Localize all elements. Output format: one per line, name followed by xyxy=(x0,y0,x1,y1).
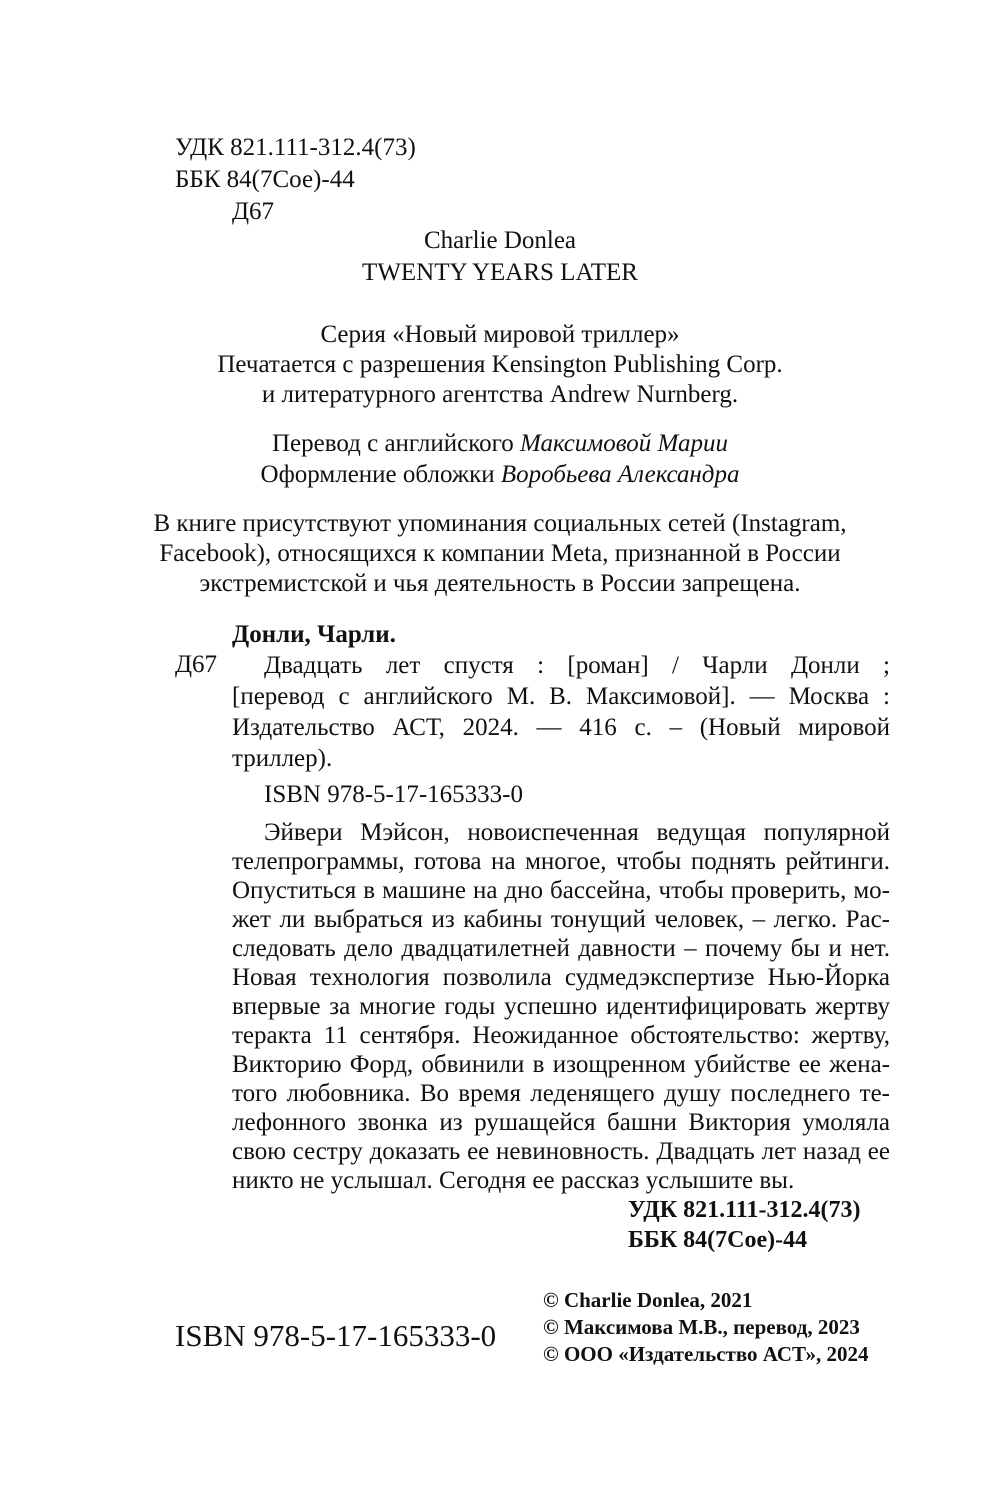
annotation-line: жет ли выбраться из кабины тонущий человек, – легко. Рас- xyxy=(232,906,890,933)
bibliographic-line-4: триллер). xyxy=(232,745,333,772)
bibliographic-mark: Д67 xyxy=(175,651,218,678)
annotation-line: того любовника. Во время леденящего душу последнего те- xyxy=(232,1080,890,1107)
translation-credit xyxy=(0,429,1000,459)
series-line: Серия «Новый мировой триллер» xyxy=(320,321,680,348)
annotation-line: следовать дело двадцатилетней давности – почему бы и нет. xyxy=(232,935,890,962)
author-mark: Д67 xyxy=(232,198,275,225)
original-author: Charlie Donlea xyxy=(423,227,577,254)
bottom-bbk-code: ББК 84(7Сое)-44 xyxy=(628,1227,808,1253)
copyright-line-1: © Charlie Donlea, 2021 xyxy=(543,1288,753,1312)
notice-line-3: экстремистской и чья деятельность в России запрещена. xyxy=(199,570,801,597)
annotation-line: телепрограммы, готова на многое, чтобы поднять рейтинги. xyxy=(232,848,890,875)
copyright-line-3: © ООО «Издательство АСТ», 2024 xyxy=(543,1342,869,1366)
annotation-line: Викторию Форд, обвинили в изощренном убийстве ее жена- xyxy=(232,1051,890,1078)
permission-line-2: и литературного агентства Andrew Nurnberg. xyxy=(261,381,739,408)
footer-isbn: ISBN 978-5-17-165333-0 xyxy=(175,1318,497,1353)
copyright-line-2: © Максимова М.В., перевод, 2023 xyxy=(543,1315,860,1339)
bibliographic-heading: Донли, Чарли. xyxy=(232,621,396,648)
bottom-udk-code: УДК 821.111-312.4(73) xyxy=(628,1197,861,1223)
translator-name: Максимовой Марии xyxy=(520,430,729,457)
translation-label: Перевод с английского xyxy=(271,430,520,457)
annotation-line: Новая технология позволила судмедэкспертизе Нью-Йорка xyxy=(232,964,890,991)
bbk-code: ББК 84(7Сое)-44 xyxy=(175,166,355,193)
cover-designer-name: Воробьева Александра xyxy=(500,461,740,488)
bibliographic-line-1: Двадцать лет спустя : [роман] / Чарли Донли ; xyxy=(264,652,890,679)
bibliographic-line-2: [перевод с английского М. В. Максимовой]. — Москва : xyxy=(232,683,890,710)
bibliographic-isbn: ISBN 978-5-17-165333-0 xyxy=(264,781,524,808)
permission-line-1: Печатается с разрешения Kensington Publishing Corp. xyxy=(217,351,783,378)
annotation-line: никто не услышал. Сегодня ее рассказ услышите вы. xyxy=(232,1167,795,1194)
original-title: TWENTY YEARS LATER xyxy=(362,259,638,286)
annotation-line: теракта 11 сентября. Неожиданное обстоятельство: жертву, xyxy=(232,1022,890,1049)
annotation-line: впервые за многие годы успешно идентифицировать жертву xyxy=(232,993,890,1020)
cover-label: Оформление обложки xyxy=(260,461,501,488)
annotation-line: свою сестру доказать ее невиновность. Двадцать лет назад ее xyxy=(232,1138,890,1165)
annotation-line: Эйвери Мэйсон, новоиспеченная ведущая популярной xyxy=(264,819,890,846)
notice-line-2: Facebook), относящихся к компании Meta, признанной в России xyxy=(159,540,841,567)
notice-line-1: В книге присутствуют упоминания социальных сетей (Instagram, xyxy=(153,510,847,537)
annotation-line: Опуститься в машине на дно бассейна, чтобы проверить, мо- xyxy=(232,877,890,904)
cover-credit xyxy=(0,460,1000,490)
udk-code: УДК 821.111-312.4(73) xyxy=(175,134,416,161)
bibliographic-line-3: Издательство АСТ, 2024. — 416 с. – (Новый мировой xyxy=(232,714,890,741)
annotation-line: лефонного звонка из рушащейся башни Виктория умоляла xyxy=(232,1109,890,1136)
